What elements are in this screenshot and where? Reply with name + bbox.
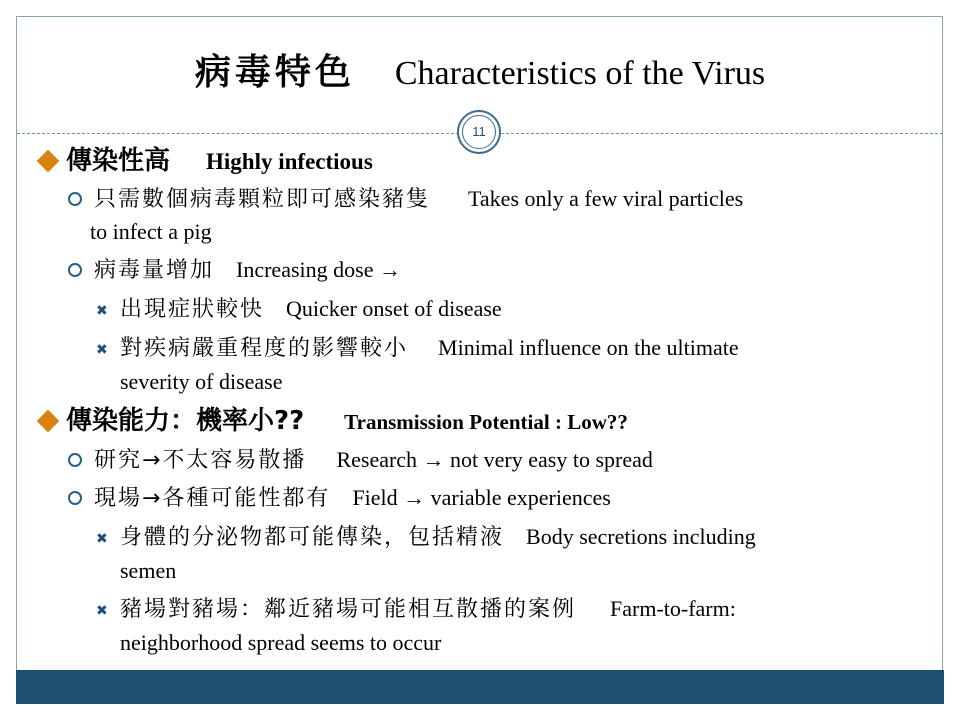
diamond-bullet-icon [37,150,60,173]
cross-bullet-icon: ✖ [96,341,108,358]
page-number-badge [457,110,501,154]
diamond-bullet-icon [37,410,60,433]
section-heading-zh: 傳染能力：機率小?? [66,406,305,436]
section-heading-en: Highly infectious [206,149,373,174]
cross-bullet-icon: ✖ [96,602,108,619]
subitem-en-continued: neighborhood spread seems to occur [120,629,442,655]
item-zh: 現場→各種可能性都有 [94,486,331,511]
slide-title [0,44,960,95]
item-en: Takes only a few viral particles [468,186,744,211]
subitem-en: Minimal influence on the ultimate [438,335,739,360]
page-number: 11 [472,124,486,139]
section-heading-infectious [36,140,373,177]
list-item-viral-particles [64,183,924,248]
subitem-en: Farm-to-farm: [610,596,736,621]
cross-bullet-icon: ✖ [96,530,108,547]
subitem-en: Quicker onset of disease [286,296,502,321]
section-heading-transmission [36,400,628,437]
list-item-research [64,444,924,477]
list-item-field [64,482,924,515]
subitem-zh: 豬場對豬場：鄰近豬場可能相互散播的案例 [120,597,577,622]
footer-bar [16,670,944,704]
subitem-en-continued: severity of disease [120,368,283,394]
ring-bullet-icon [68,453,82,467]
ring-bullet-icon [68,491,82,505]
item-en-continued: to infect a pig [90,219,212,244]
title-english: Characteristics of the Virus [394,55,766,92]
sub-item-minimal-influence [96,332,916,398]
ring-bullet-icon [68,192,82,206]
item-zh: 只需數個病毒顆粒即可感染豬隻 [94,187,431,212]
item-en: Increasing dose → [236,257,401,282]
item-zh: 研究→不太容易散播 [94,448,307,473]
item-en: Research → not very easy to spread [336,447,653,472]
subitem-en: Body secretions including [526,524,756,549]
section-heading-en: Transmission Potential : Low?? [344,410,628,434]
ring-bullet-icon [68,263,82,277]
subitem-zh: 對疾病嚴重程度的影響較小 [120,336,409,361]
cross-bullet-icon: ✖ [96,302,108,319]
sub-item-farm-to-farm [96,593,916,659]
item-zh: 病毒量增加 [94,258,215,283]
section-heading-zh: 傳染性高 [66,146,171,176]
subitem-zh: 出現症狀較快 [120,297,265,322]
sub-item-quicker-onset [96,293,896,327]
title-chinese: 病毒特色 [194,52,355,93]
subitem-en-continued: semen [120,557,177,583]
item-en: Field → variable experiences [352,485,611,510]
sub-item-body-secretions [96,521,896,587]
list-item-increasing-dose [64,254,924,287]
subitem-zh: 身體的分泌物都可能傳染，包括精液 [120,525,505,550]
